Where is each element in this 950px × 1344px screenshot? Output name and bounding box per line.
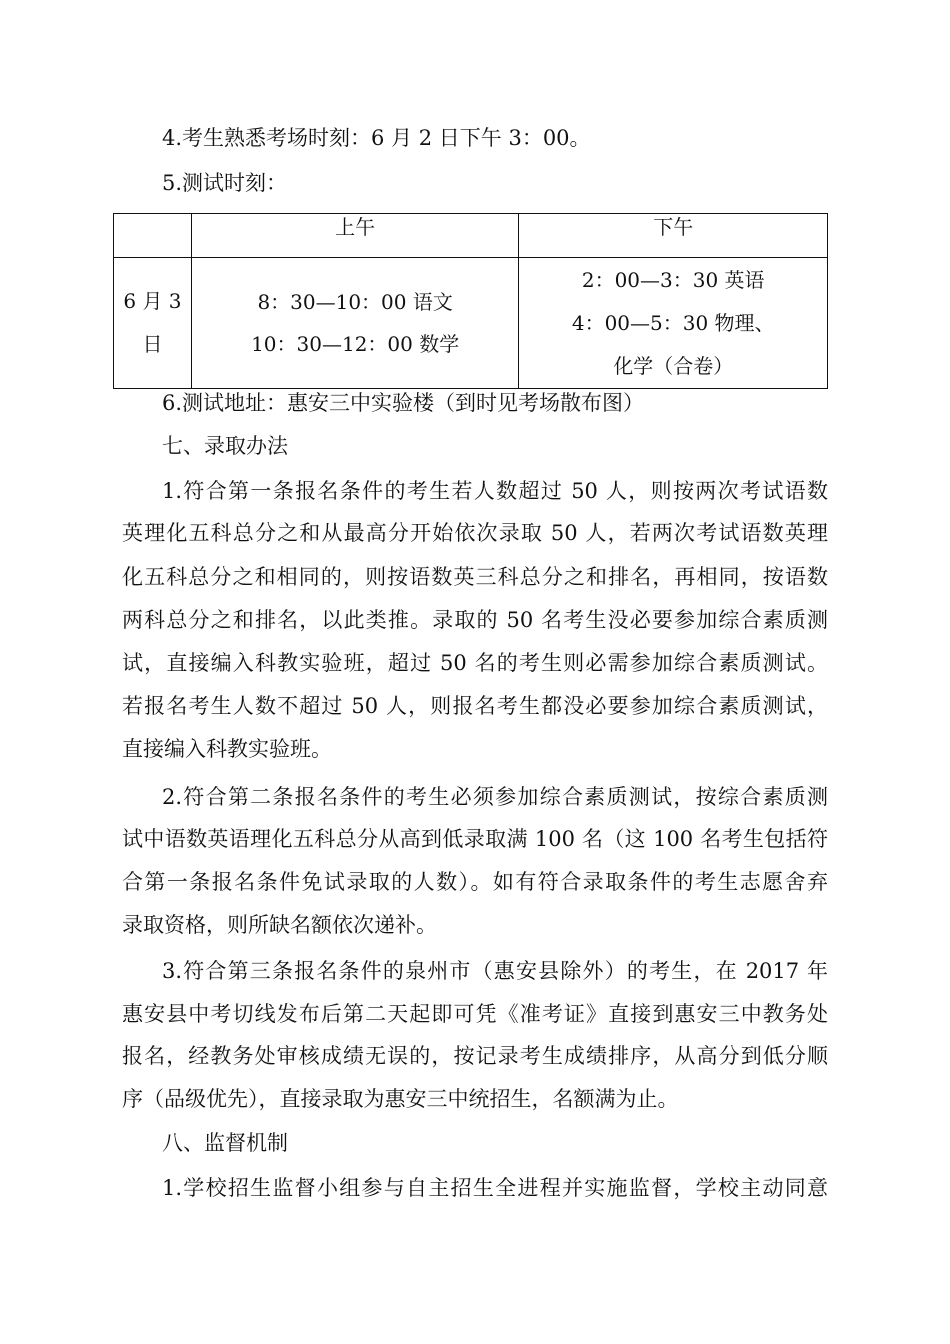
table-row: [114, 258, 828, 389]
afternoon-session-line: 4：00—5：30 物理、: [571, 310, 775, 335]
section-heading-supervision: 八、监督机制: [162, 1131, 288, 1155]
table-cell-morning: [191, 258, 519, 389]
admission-p1-line: 化五科总分之和相同的，则按语数英三科总分之和排名，再相同，按语数: [122, 565, 828, 589]
admission-p1-line: 英理化五科总分之和从最高分开始依次录取 50 人，若两次考试语数英理: [122, 521, 828, 545]
paragraph-test-location: 6.测试地址：惠安三中实验楼（到时见考场散布图）: [162, 391, 645, 415]
table-header-empty: [114, 214, 192, 258]
admission-p1-line: 两科总分之和排名，以此类推。录取的 50 名考生没必要参加综合素质测: [122, 608, 828, 632]
admission-p1-line: 试，直接编入科教实验班，超过 50 名的考生则必需参加综合素质测试。: [122, 651, 828, 675]
paragraph-familiarize-time: 4.考生熟悉考场时刻：6 月 2 日下午 3：00。: [162, 126, 591, 150]
admission-p3-line: 序（品级优先），直接录取为惠安三中统招生，名额满为止。: [122, 1087, 679, 1111]
table-cell-afternoon: [519, 258, 828, 389]
exam-schedule-table: [113, 213, 828, 389]
admission-p2-line: 试中语数英语理化五科总分从高到低录取满 100 名（这 100 名考生包括符: [122, 827, 828, 851]
supervision-p1-line: 1.学校招生监督小组参与自主招生全进程并实施监督，学校主动同意: [162, 1176, 828, 1200]
section-heading-admission: 七、录取办法: [162, 434, 288, 458]
admission-p3-line: 报名，经教务处审核成绩无误的，按记录考生成绩排序，从高分到低分顺: [122, 1044, 828, 1068]
admission-p2-line: 录取资格，则所缺名额依次递补。: [122, 913, 437, 937]
admission-p2-line: 合第一条报名条件免试录取的人数）。如有符合录取条件的考生志愿舍弃: [122, 870, 828, 894]
admission-p3-line: 3.符合第三条报名条件的泉州市（惠安县除外）的考生，在 2017 年: [162, 959, 828, 983]
table-header-row: [114, 214, 828, 258]
afternoon-session-line: 化学（合卷）: [613, 353, 734, 378]
admission-p1-line: 若报名考生人数不超过 50 人，则报名考生都没必要参加综合素质测试，: [122, 694, 828, 718]
morning-session-line: 10：30—12：00 数学: [251, 332, 460, 356]
date-line: 6 月 3: [123, 289, 182, 313]
admission-p2-line: 2.符合第二条报名条件的考生必须参加综合素质测试，按综合素质测: [162, 785, 828, 809]
table-cell-date: [114, 258, 192, 389]
morning-session-line: 8：30—10：00 语文: [257, 290, 453, 314]
paragraph-test-time-label: 5.测试时刻：: [162, 171, 288, 195]
table-header-morning: 上午: [191, 214, 519, 258]
date-line: 日: [142, 332, 163, 356]
admission-p1-line: 直接编入科教实验班。: [122, 737, 332, 761]
admission-p3-line: 惠安县中考切线发布后第二天起即可凭《准考证》直接到惠安三中教务处: [122, 1002, 828, 1026]
afternoon-session-line: 2：00—3：30 英语: [581, 267, 765, 292]
table-header-afternoon: 下午: [519, 214, 828, 258]
admission-p1-line: 1.符合第一条报名条件的考生若人数超过 50 人，则按两次考试语数: [162, 479, 828, 503]
